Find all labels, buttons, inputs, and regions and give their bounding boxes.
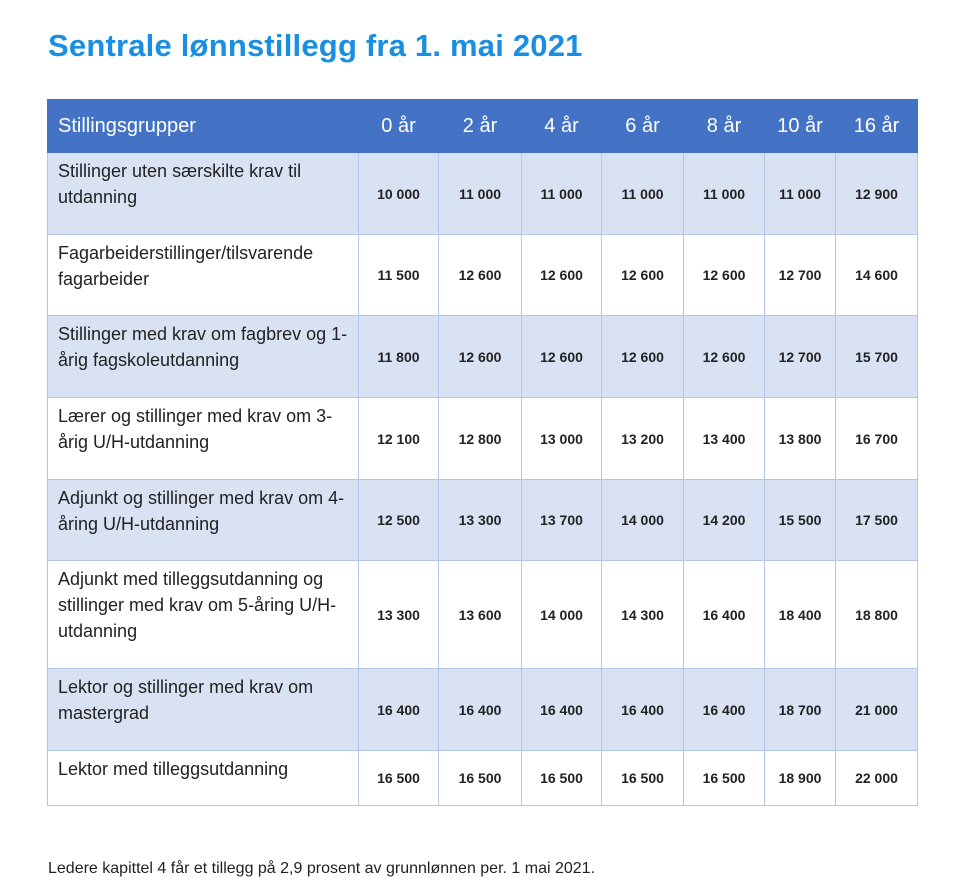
- cell-value: 13 200: [602, 398, 684, 480]
- row-group-label: Lektor med tilleggsutdanning: [48, 751, 359, 806]
- cell-value: 13 300: [359, 561, 439, 669]
- column-header-4-ar: 4 år: [522, 100, 602, 153]
- cell-value: 12 600: [522, 316, 602, 398]
- cell-value: 21 000: [836, 669, 918, 751]
- table-row: [48, 153, 918, 235]
- column-header-6-ar: 6 år: [602, 100, 684, 153]
- cell-value: 11 000: [602, 153, 684, 235]
- cell-value: 12 600: [602, 235, 684, 316]
- cell-value: 12 900: [836, 153, 918, 235]
- cell-value: 16 400: [602, 669, 684, 751]
- cell-value: 12 600: [439, 235, 522, 316]
- cell-value: 12 600: [439, 316, 522, 398]
- column-header-16-ar: 16 år: [836, 100, 918, 153]
- cell-value: 16 500: [439, 751, 522, 806]
- table-row: [48, 480, 918, 561]
- cell-value: 16 500: [359, 751, 439, 806]
- cell-value: 16 400: [359, 669, 439, 751]
- cell-value: 13 400: [684, 398, 765, 480]
- row-group-label: Lektor og stillinger med krav om mastergrad: [48, 669, 359, 751]
- cell-value: 16 700: [836, 398, 918, 480]
- cell-value: 16 400: [439, 669, 522, 751]
- cell-value: 15 700: [836, 316, 918, 398]
- cell-value: 11 000: [684, 153, 765, 235]
- cell-value: 16 400: [684, 561, 765, 669]
- footnote: Ledere kapittel 4 får et tillegg på 2,9 prosent av grunnlønnen per. 1 mai 2021.: [48, 860, 596, 877]
- cell-value: 16 400: [684, 669, 765, 751]
- cell-value: 14 600: [836, 235, 918, 316]
- cell-value: 15 500: [765, 480, 836, 561]
- cell-value: 22 000: [836, 751, 918, 806]
- cell-value: 17 500: [836, 480, 918, 561]
- cell-value: 14 000: [522, 561, 602, 669]
- cell-value: 12 600: [602, 316, 684, 398]
- cell-value: 16 500: [602, 751, 684, 806]
- table-row: [48, 398, 918, 480]
- cell-value: 16 500: [684, 751, 765, 806]
- cell-value: 13 600: [439, 561, 522, 669]
- cell-value: 12 700: [765, 235, 836, 316]
- cell-value: 11 500: [359, 235, 439, 316]
- cell-value: 11 000: [522, 153, 602, 235]
- table-row: [48, 669, 918, 751]
- row-group-label: Stillinger uten særskilte krav til utdanning: [48, 153, 359, 235]
- salary-table: [47, 99, 918, 806]
- cell-value: 12 700: [765, 316, 836, 398]
- cell-value: 12 100: [359, 398, 439, 480]
- cell-value: 11 000: [439, 153, 522, 235]
- table-row: [48, 751, 918, 806]
- column-header-8-ar: 8 år: [684, 100, 765, 153]
- cell-value: 18 800: [836, 561, 918, 669]
- cell-value: 12 600: [684, 316, 765, 398]
- row-group-label: Stillinger med krav om fagbrev og 1-årig fagskoleutdanning: [48, 316, 359, 398]
- column-header-0-ar: 0 år: [359, 100, 439, 153]
- cell-value: 16 400: [522, 669, 602, 751]
- cell-value: 12 500: [359, 480, 439, 561]
- page-title: Sentrale lønnstillegg fra 1. mai 2021: [48, 28, 583, 63]
- cell-value: 14 200: [684, 480, 765, 561]
- cell-value: 14 000: [602, 480, 684, 561]
- column-header-2-ar: 2 år: [439, 100, 522, 153]
- cell-value: 14 300: [602, 561, 684, 669]
- cell-value: 18 700: [765, 669, 836, 751]
- cell-value: 16 500: [522, 751, 602, 806]
- cell-value: 18 400: [765, 561, 836, 669]
- cell-value: 13 300: [439, 480, 522, 561]
- row-group-label: Adjunkt og stillinger med krav om 4-åring U/H-utdanning: [48, 480, 359, 561]
- row-group-label: Lærer og stillinger med krav om 3-årig U/H-utdanning: [48, 398, 359, 480]
- cell-value: 12 800: [439, 398, 522, 480]
- cell-value: 11 800: [359, 316, 439, 398]
- row-group-label: Fagarbeiderstillinger/tilsvarende fagarbeider: [48, 235, 359, 316]
- row-group-label: Adjunkt med tilleggsutdanning og stillinger med krav om 5-åring U/H-utdanning: [48, 561, 359, 669]
- cell-value: 13 700: [522, 480, 602, 561]
- column-header-10-ar: 10 år: [765, 100, 836, 153]
- cell-value: 13 800: [765, 398, 836, 480]
- table-row: [48, 316, 918, 398]
- cell-value: 11 000: [765, 153, 836, 235]
- table-row: [48, 235, 918, 316]
- cell-value: 18 900: [765, 751, 836, 806]
- cell-value: 13 000: [522, 398, 602, 480]
- column-header-stillingsgrupper: Stillingsgrupper: [48, 100, 359, 153]
- table-header-row: [48, 100, 918, 153]
- cell-value: 10 000: [359, 153, 439, 235]
- table-row: [48, 561, 918, 669]
- cell-value: 12 600: [684, 235, 765, 316]
- cell-value: 12 600: [522, 235, 602, 316]
